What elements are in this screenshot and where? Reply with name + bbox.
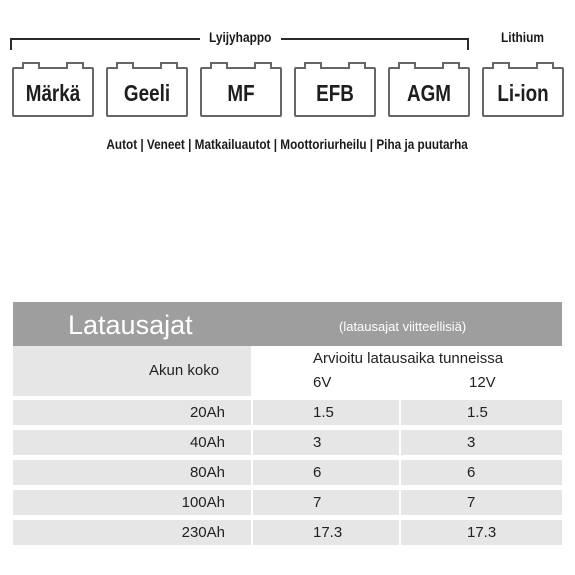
battery-size-header-cell bbox=[13, 346, 251, 396]
lead-acid-bracket-tick-right bbox=[467, 38, 469, 50]
charge-time-header-cell bbox=[251, 346, 562, 396]
voltage-12v-header: 12V bbox=[469, 374, 496, 391]
battery-mf-icon bbox=[200, 67, 282, 117]
battery-size-cell: 20Ah bbox=[189, 404, 225, 421]
time-12v-cell: 1.5 bbox=[467, 404, 488, 421]
battery-type-label: MF bbox=[227, 80, 255, 106]
applications-line bbox=[0, 136, 575, 152]
lead-acid-bracket-tick-left bbox=[10, 38, 12, 50]
time-12v-cell: 17.3 bbox=[467, 524, 497, 541]
battery-size-cell: 100Ah bbox=[181, 494, 225, 511]
time-6v-cell: 1.5 bbox=[313, 404, 334, 421]
battery-type-label: AGM bbox=[406, 80, 451, 106]
lead-acid-group-label: Lyijyhappo bbox=[209, 29, 272, 45]
time-6v-cell: 17.3 bbox=[313, 524, 343, 541]
lithium-group-label: Lithium bbox=[501, 29, 544, 45]
voltage-6v-header: 6V bbox=[313, 374, 332, 391]
charging-table-header bbox=[13, 302, 562, 346]
battery-size-header: Akun koko bbox=[149, 362, 220, 379]
battery-agm-icon bbox=[388, 67, 470, 117]
battery-li-ion-icon bbox=[482, 67, 564, 117]
time-12v-cell: 6 bbox=[467, 464, 476, 481]
battery-type-label: Geeli bbox=[123, 80, 171, 106]
battery-type-label: EFB bbox=[316, 80, 354, 106]
battery-wet-icon bbox=[12, 67, 94, 117]
time-6v-cell: 6 bbox=[313, 464, 322, 481]
battery-efb-icon bbox=[294, 67, 376, 117]
charge-time-header: Arvioitu latausaika tunneissa bbox=[313, 350, 504, 367]
battery-size-cell: 230Ah bbox=[181, 524, 225, 541]
time-6v-cell: 3 bbox=[313, 434, 322, 451]
battery-size-cell: 80Ah bbox=[189, 464, 225, 481]
charging-table-title: Latausajat bbox=[68, 310, 193, 340]
battery-size-cell: 40Ah bbox=[189, 434, 225, 451]
battery-type-label: Märkä bbox=[25, 80, 81, 106]
table-row bbox=[13, 520, 562, 545]
battery-type-label: Li-ion bbox=[497, 80, 549, 106]
table-row bbox=[13, 400, 562, 425]
lead-acid-bracket-left bbox=[11, 38, 200, 40]
time-12v-cell: 7 bbox=[467, 494, 476, 511]
battery-gel-icon bbox=[106, 67, 188, 117]
charging-table-note: (latausajat viitteellisiä) bbox=[339, 319, 467, 334]
lead-acid-bracket-right bbox=[281, 38, 469, 40]
table-row bbox=[13, 460, 562, 485]
table-row bbox=[13, 490, 562, 515]
table-row bbox=[13, 430, 562, 455]
time-12v-cell: 3 bbox=[467, 434, 476, 451]
applications-text: Autot | Veneet | Matkailuautot | Moottoriurheilu | Piha ja puutarha bbox=[106, 136, 469, 152]
time-6v-cell: 7 bbox=[313, 494, 322, 511]
